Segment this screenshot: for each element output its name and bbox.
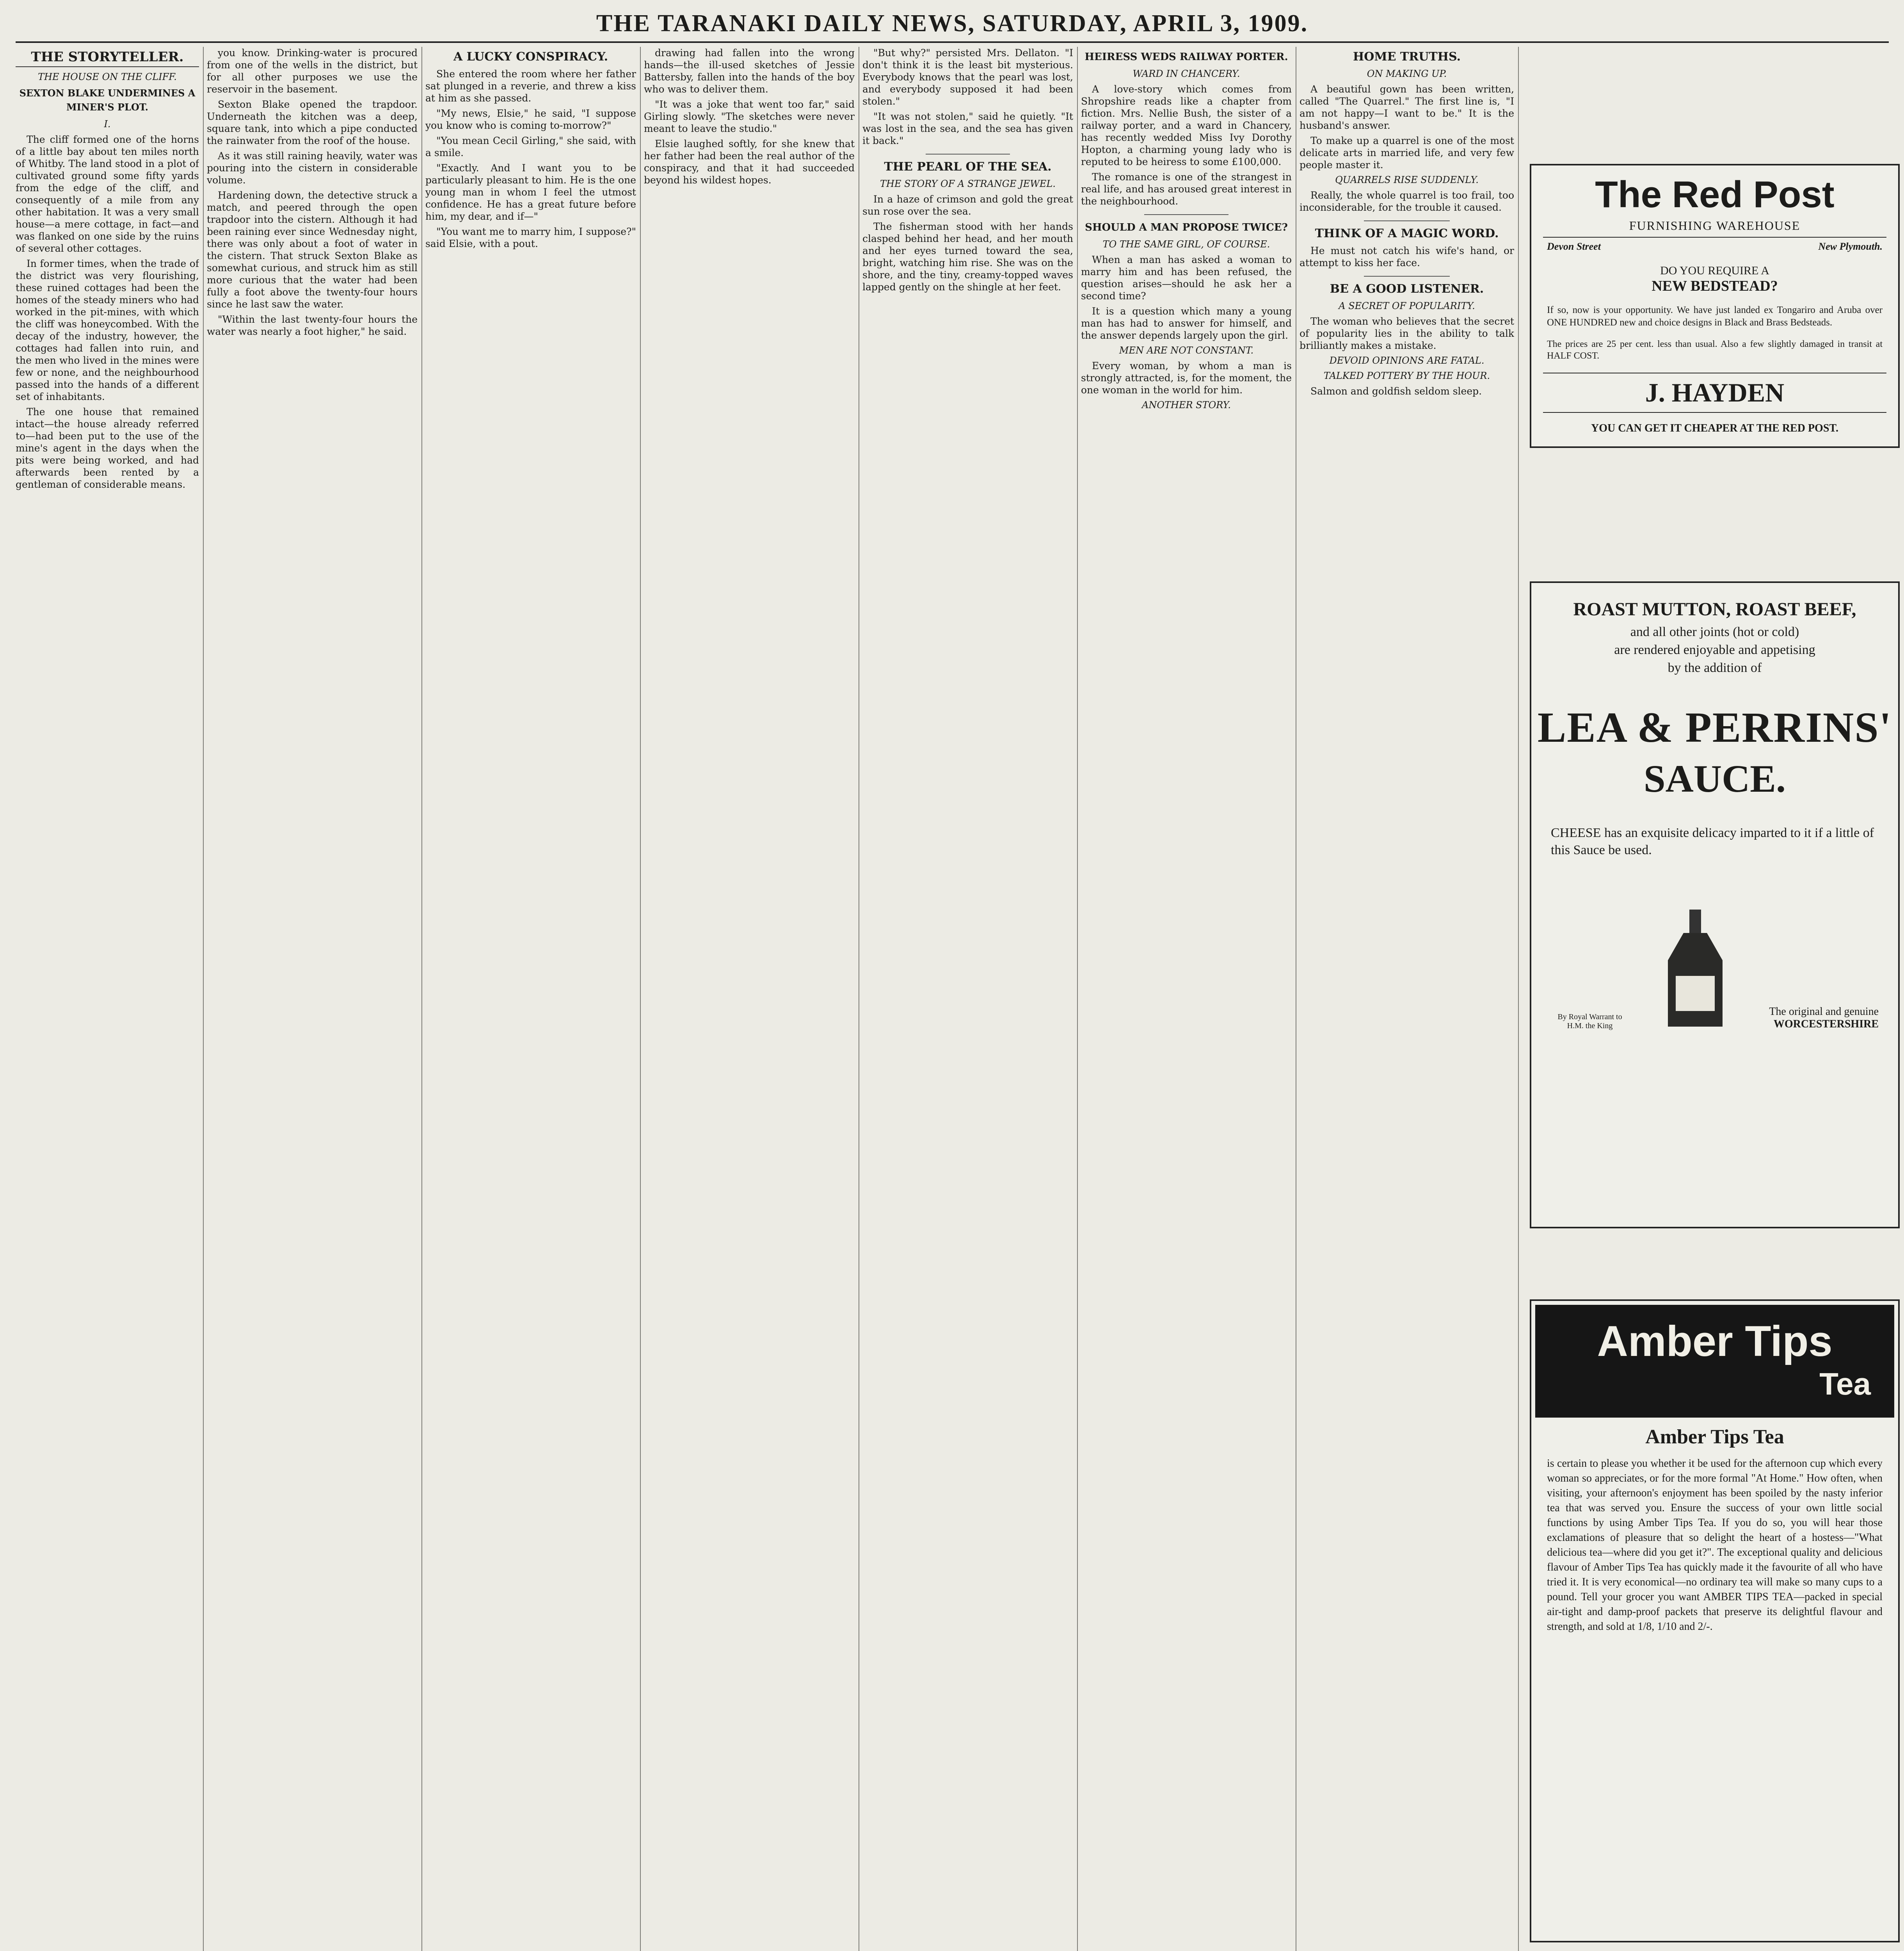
column-storyteller [16,47,199,1951]
ad-body: is certain to please you whether it be used for the afternoon cup which every woman so appreciates, or for the more formal "At Home." How often, when visiting, your afternoon's enjoyment has been spoiled by the nasty inferior tea that was served you. Ensure the success of your own little social functions by using Amber Tips Tea. If you do so, you will hear those exclamations of pleasure that so delight the heart of a hostess—"What delicious tea—where did you get it?". The exceptional quality and delicious flavour of Amber Tips Tea has quickly made it the favourite of all who have tried it. It is very economical—no ordinary tea will make so many cups to a pound. Tell your grocer you want AMBER TIPS TEA—packed in special air-tight and damp-proof packets that preserve its delightful flavour and strength, and sold at 1/8, 1/10 and 2/-. [1547,1457,1883,1633]
sauce-bottle-icon [1644,906,1746,1031]
article-heading: SHOULD A MAN PROPOSE TWICE? [1085,222,1288,233]
amber-tips-banner [1535,1305,1894,1418]
street-label: Devon Street [1547,241,1601,252]
article-heading: HOME TRUTHS. [1353,50,1461,64]
article-subtitle: ON MAKING UP. [1367,68,1447,79]
paragraph: Hardening down, the detective struck a match, and peered through the open trapdoor into the cistern. Although it had been raining ever since Wednesday night, there was only about a foot of water in the cistern. That struck Sexton Blake as somewhat curious, and struck him as still more curious that the water had been fully a foot above the twenty-four hours since he last saw the water. [207,190,418,310]
chapter-number: I. [104,119,111,130]
paragraph: "But why?" persisted Mrs. Dellaton. "I don't think it is the least bit mysterious. Everybody knows that the pearl was lost, and everybody supposed it had been stolen." [862,47,1073,107]
divider [1364,220,1450,221]
ad-body: If so, now is your opportunity. We have just landed ex Tongariro and Aruba over ONE HUNDRED new and choice designs in Black and Brass Bedsteads. [1547,305,1883,328]
column-home-truths [1300,47,1514,1951]
ad-line: ROAST MUTTON, ROAST BEEF, [1573,599,1856,620]
masthead [16,5,1889,43]
article-subheading: TALKED POTTERY BY THE HOUR. [1323,370,1490,381]
article-subheading: QUARRELS RISE SUDDENLY. [1335,174,1479,185]
paragraph: Elsie laughed softly, for she knew that her father had been the real author of the conspiracy, and that it had succeeded beyond his wildest hopes. [644,138,855,186]
section-heading: THE STORYTELLER. [16,50,199,67]
ad-question-bold: NEW BEDSTEAD? [1652,278,1778,294]
divider [926,154,1010,155]
column-heiress [1081,47,1292,1951]
column-rule [421,47,422,1951]
divider [1144,214,1228,215]
ad-subtitle: FURNISHING WAREHOUSE [1543,219,1886,238]
column-pearl-of-the-sea [862,47,1073,1951]
article-subtitle: A SECRET OF POPULARITY. [1339,300,1475,311]
article-heading: THINK OF A MAGIC WORD. [1315,227,1499,240]
paragraph: The cliff formed one of the horns of a little bay about ten miles north of Whitby. The land stood in a plot of cultivated ground some fifty yards from the edge of the cliff, and consequently of a mile from any other habitation. It was a very small house—a mere cottage, in fact—and was flanked on one side by the ruins of several other cottages. [16,134,199,254]
paragraph: "Exactly. And I want you to be particularly pleasant to him. He is the one young man in whom I feel the utmost confidence. He has a great future before him, my dear, and if—" [425,162,636,222]
paragraph: "It was a joke that went too far," said Girling slowly. "The sketches were never meant to leave the studio." [644,99,855,134]
paragraph: A love-story which comes from Shropshire reads like a chapter from fiction. Mrs. Nellie Bush, the sister of a railway porter, and a ward in Chancery, has recently wedded Miss Ivy Dorothy Hopton, a charming young lady who is reputed to be heiress to some £100,000. [1081,84,1292,167]
ad-brand: LEA & PERRINS' [1537,704,1892,751]
column-rule [1077,47,1078,1951]
ad-cheese-note: CHEESE has an exquisite delicacy imparted to it if a little of this Sauce be used. [1551,826,1874,857]
paragraph: "It was not stolen," said he quietly. "It was lost in the sea, and the sea has given it back." [862,111,1073,146]
paragraph: Every woman, by whom a man is strongly attracted, is, for the moment, the one woman in the world for him. [1081,360,1292,396]
ad-proprietor: J. HAYDEN [1543,373,1886,413]
paragraph: As it was still raining heavily, water was pouring into the cistern in considerable volume. [207,150,418,186]
paragraph: Sexton Blake opened the trapdoor. Underneath the kitchen was a deep, square tank, into which a pipe conducted the rainwater from the roof of the house. [207,99,418,146]
ad-amber-tips [1530,1299,1900,1942]
column-story-continued [207,47,418,1951]
paragraph: "You want me to marry him, I suppose?" said Elsie, with a pout. [425,226,636,249]
article-subtitle: WARD IN CHANCERY. [1132,68,1240,79]
paragraph: A beautiful gown has been written, called "The Quarrel." The first line is, "I am not happy—I want to be." It is the husband's answer. [1300,84,1514,131]
ad-title: The Red Post [1595,174,1835,215]
royal-warrant: By Royal Warrant to H.M. the King [1557,1013,1622,1030]
paragraph: It is a question which many a young man has had to answer for himself, and the answer depends largely upon the girl. [1081,306,1292,341]
column-lucky-conspiracy [425,47,636,1951]
ad-title: Amber Tips Tea [1645,1426,1784,1448]
ad-footer-row [1551,906,1879,1031]
paragraph: When a man has asked a woman to marry him and has been refused, the question arises—should he ask her a second time? [1081,254,1292,302]
ad-footer: YOU CAN GET IT CHEAPER AT THE RED POST. [1591,422,1839,434]
paragraph: The fisherman stood with her hands clasped behind her head, and her mouth and her eyes turned toward the sea, bright, watching him rise. She was on the shore, and the tiny, creamy-topped waves lapped gently on the shingle at her feet. [862,221,1073,293]
paragraph: Salmon and goldfish seldom sleep. [1310,386,1482,397]
ad-line: and all other joints (hot or cold) [1630,625,1799,639]
paragraph: The one house that remained intact—the house already referred to—had been put to the use of the mine's agent in the days when the pits were being worked, and had afterwards been rented by a gentleman of considerable means. [16,406,199,490]
article-subheading: ANOTHER STORY. [1142,400,1231,410]
paragraph: "My news, Elsie," he said, "I suppose you know who is coming to-morrow?" [425,108,636,131]
city-label: New Plymouth. [1818,241,1883,252]
paragraph: "You mean Cecil Girling," she said, with a smile. [425,135,636,158]
ad-lea-perrins [1530,581,1900,1228]
genuine-label: The original and genuine [1769,1006,1879,1018]
column-rule [640,47,641,1951]
column-rule [1518,47,1519,1951]
article-heading: THE PEARL OF THE SEA. [884,160,1052,174]
article-heading: HEIRESS WEDS RAILWAY PORTER. [1084,51,1288,63]
banner-subtitle: Tea [1819,1366,1871,1401]
article-subheading: MEN ARE NOT CONSTANT. [1119,345,1254,356]
ad-line: are rendered enjoyable and appetising [1614,643,1815,657]
column-rule [203,47,204,1951]
ad-genuine [1762,1006,1879,1031]
paragraph: He must not catch his wife's hand, or attempt to kiss her face. [1300,245,1514,268]
ad-address [1547,241,1883,252]
paragraph: you know. Drinking-water is procured from one of the wells in the district, but for all other purposes we use the reservoir in the basement. [207,47,418,95]
banner-title: Amber Tips [1597,1317,1833,1365]
article-subtitle: THE STORY OF A STRANGE JEWEL. [880,178,1056,189]
divider [1364,276,1450,277]
article-heading: A LUCKY CONSPIRACY. [453,50,608,64]
column-conspiracy-continued [644,47,855,1951]
article-heading: BE A GOOD LISTENER. [1330,282,1484,296]
paragraph: She entered the room where her father sat plunged in a reverie, and threw a kiss at him as she passed. [425,68,636,104]
article-subheading: DEVOID OPINIONS ARE FATAL. [1329,355,1484,366]
paragraph: The woman who believes that the secret of popularity lies in the ability to talk brilliantly makes a mistake. [1300,316,1514,351]
story-title: THE HOUSE ON THE CLIFF. [38,71,177,82]
ad-price: The prices are 25 per cent. less than usual. Also a few slightly damaged in transit at HALF COST. [1547,339,1883,361]
paragraph: In former times, when the trade of the district was very flourishing, these ruined cottages had been the homes of the steady miners who had worked in the pit-mines, with which the cliff was honeycombed. With the decay of the industry, however, the cottages had fallen into ruin, and the men who lived in the mines were few or none, and the neighbourhood passed into the hands of a different set of inhabitants. [16,258,199,402]
paragraph: To make up a quarrel is one of the most delicate arts in married life, and very few people master it. [1300,135,1514,171]
ad-red-post [1530,164,1900,448]
origin-label: WORCESTERSHIRE [1773,1018,1879,1030]
paragraph: Really, the whole quarrel is too frail, too inconsiderable, for the trouble it caused. [1300,190,1514,213]
article-subtitle: TO THE SAME GIRL, OF COURSE. [1102,239,1270,250]
paragraph: The romance is one of the strangest in real life, and has aroused great interest in the neighbourhood. [1081,171,1292,207]
newspaper-title: THE TARANAKI DAILY NEWS, SATURDAY, APRIL 3, 1909. [596,10,1308,37]
paragraph: "Within the last twenty-four hours the water was nearly a foot higher," he said. [207,314,418,337]
ad-product: SAUCE. [1644,757,1786,800]
ad-line: by the addition of [1668,661,1762,675]
story-subtitle: SEXTON BLAKE UNDERMINES A MINER'S PLOT. [19,87,196,113]
paragraph: drawing had fallen into the wrong hands—the ill-used sketches of Jessie Battersby, fallen into the hands of the boy who was to deliver them. [644,47,855,95]
paragraph: In a haze of crimson and gold the great sun rose over the sea. [862,194,1073,217]
ad-question: DO YOU REQUIRE A [1660,264,1769,277]
